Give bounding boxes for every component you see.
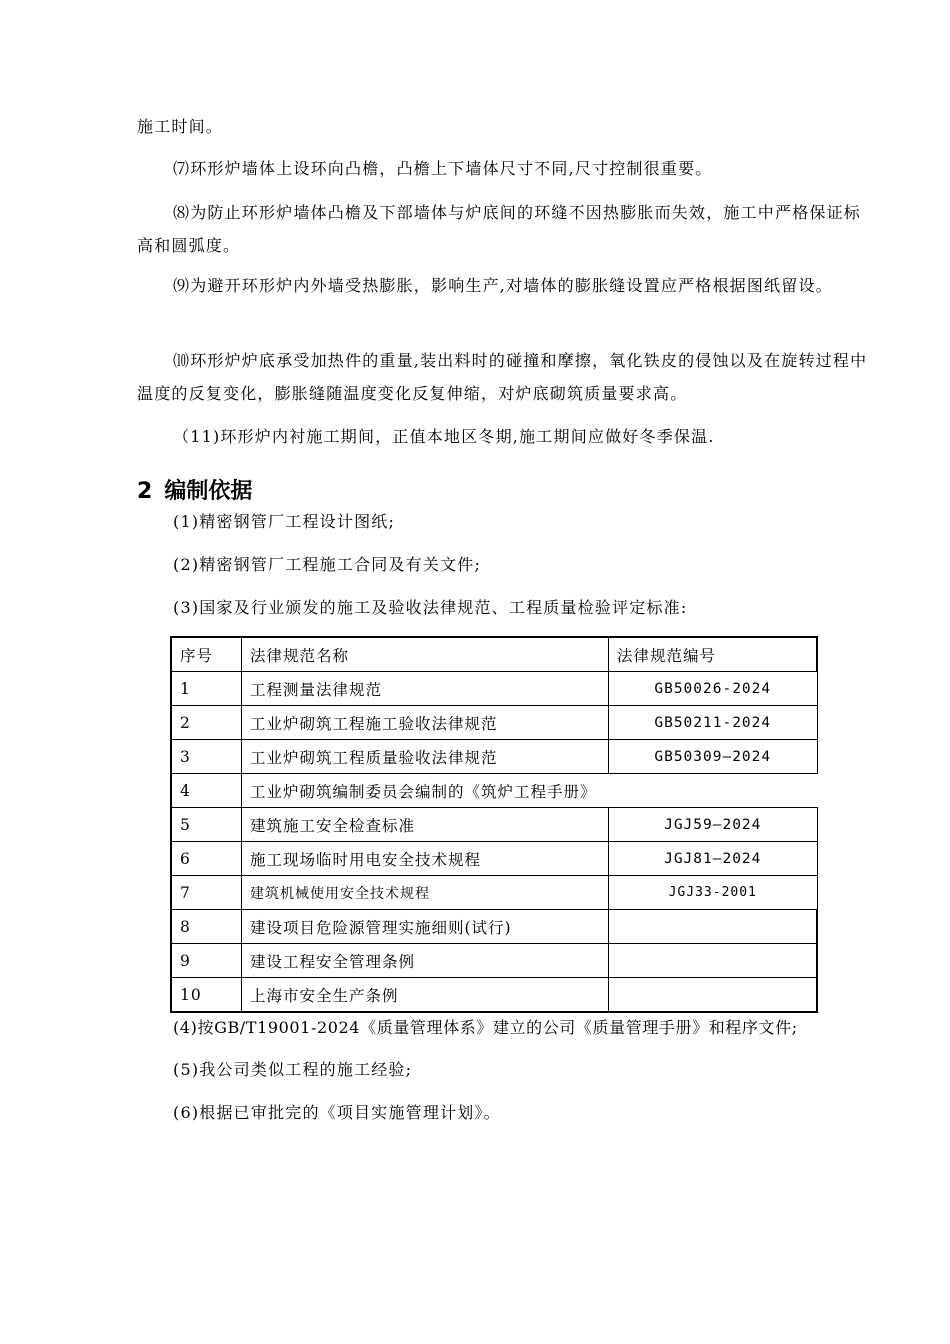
table-row: [171, 944, 817, 978]
basis-item-2: (2)精密钢管厂工程施工合同及有关文件;: [173, 555, 482, 574]
paragraph-item-11: （11)环形炉内衬施工期间，正值本地区冬期,施工期间应做好冬季保温.: [173, 427, 715, 446]
table-row: [171, 706, 817, 740]
row-name: 建设项目危险源管理实施细则(试行): [242, 910, 609, 944]
row-name: 建设工程安全管理条例: [242, 944, 609, 978]
paragraph-continuation: 施工时间。: [137, 117, 224, 136]
row-name: 工业炉砌筑工程施工验收法律规范: [242, 706, 609, 740]
basis-item-4: (4)按GB/T19001-2024《质量管理体系》建立的公司《质量管理手册》和程序文件;: [173, 1018, 798, 1037]
row-no: 4: [171, 774, 242, 808]
row-no: 2: [171, 706, 242, 740]
row-name: 工业炉砌筑编制委员会编制的《筑炉工程手册》: [242, 774, 609, 808]
table-row: [171, 842, 817, 876]
row-code: GB50211-2024: [609, 706, 818, 740]
row-no: 8: [171, 910, 242, 944]
row-name: 建筑施工安全检查标准: [242, 808, 609, 842]
row-code: GB50309—2024: [609, 740, 818, 774]
table-row: [171, 740, 817, 774]
section-title: 编制依据: [164, 479, 253, 504]
basis-item-5: (5)我公司类似工程的施工经验;: [173, 1060, 413, 1079]
row-code: [609, 910, 818, 944]
row-no: 10: [171, 978, 242, 1013]
row-code: JGJ33-2001: [609, 876, 818, 910]
row-name: 施工现场临时用电安全技术规程: [242, 842, 609, 876]
paragraph-item-10: ⑽环形炉炉底承受加热件的重量,装出料时的碰撞和摩擦，氧化铁皮的侵蚀以及在旋转过程中温度的反复变化，膨胀缝随温度变化反复伸缩，对炉底砌筑质量要求高。: [137, 351, 868, 403]
row-no: 1: [171, 672, 242, 706]
row-code: JGJ59—2024: [609, 808, 818, 842]
table-row: [171, 978, 817, 1013]
row-code: JGJ81—2024: [609, 842, 818, 876]
row-name: 工业炉砌筑工程质量验收法律规范: [242, 740, 609, 774]
header-code: 法律规范编号: [609, 637, 818, 672]
row-code: [609, 944, 818, 978]
row-code: [609, 774, 818, 808]
basis-item-1: (1)精密钢管厂工程设计图纸;: [173, 512, 396, 531]
row-no: 3: [171, 740, 242, 774]
paragraph-item-8: ⑻为防止环形炉墙体凸檐及下部墙体与炉底间的环缝不因热膨胀而失效，施工中严格保证标高和圆弧度。: [137, 203, 862, 255]
paragraph-item-9: ⑼为避开环形炉内外墙受热膨胀，影响生产,对墙体的膨胀缝设置应严格根据图纸留设。: [173, 276, 833, 295]
row-no: 6: [171, 842, 242, 876]
table-row: [171, 774, 817, 808]
table-row: [171, 808, 817, 842]
row-no: 5: [171, 808, 242, 842]
row-name: 建筑机械使用安全技术规程: [242, 876, 609, 910]
header-seq: 序号: [171, 637, 242, 672]
standards-table: [170, 636, 818, 1013]
table-row: [171, 876, 817, 910]
row-code: [609, 978, 818, 1013]
row-name: 上海市安全生产条例: [242, 978, 609, 1013]
row-name: 工程测量法律规范: [242, 672, 609, 706]
basis-item-3: (3)国家及行业颁发的施工及验收法律规范、工程质量检验评定标准:: [173, 598, 688, 617]
row-no: 7: [171, 876, 242, 910]
row-code: GB50026-2024: [609, 672, 818, 706]
table-row: [171, 672, 817, 706]
section-number: 2: [137, 479, 153, 504]
paragraph-item-7: ⑺环形炉墙体上设环向凸檐，凸檐上下墙体尺寸不同,尺寸控制很重要。: [173, 159, 713, 178]
row-no: 9: [171, 944, 242, 978]
table-row: [171, 910, 817, 944]
header-name: 法律规范名称: [242, 637, 609, 672]
table-header-row: [171, 637, 817, 672]
basis-item-6: (6)根据已审批完的《项目实施管理计划》。: [173, 1103, 501, 1122]
